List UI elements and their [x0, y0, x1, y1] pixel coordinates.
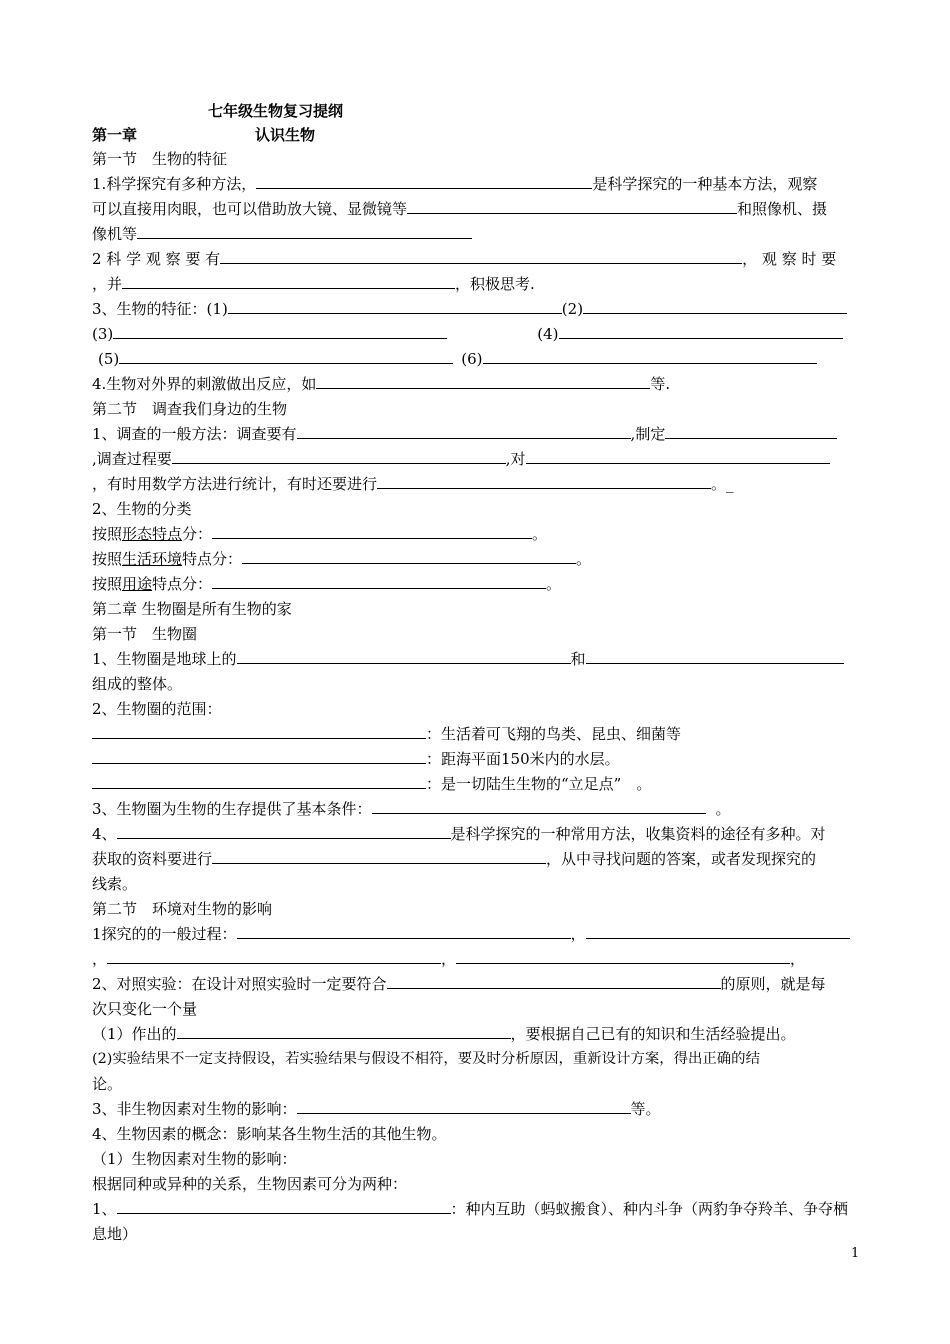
text-line: ，并 ，积极思考.	[92, 272, 860, 297]
fill-blank[interactable]	[665, 422, 837, 439]
section-heading: 第一节 生物的特征	[92, 150, 228, 168]
text-line: (5) (6)	[92, 347, 860, 372]
fill-blank[interactable]	[256, 172, 592, 189]
fill-blank[interactable]	[122, 272, 455, 289]
fill-blank[interactable]	[586, 922, 850, 939]
text-line: 1探究的的一般过程： ，	[92, 922, 860, 947]
text-line: 2、生物的分类	[92, 500, 192, 518]
fill-blank[interactable]	[107, 947, 441, 964]
text-line: 1、 ：种内互助（蚂蚁搬食）、种内斗争（两豹争夺羚羊、争夺栖	[92, 1197, 860, 1222]
text-line: 息地）	[92, 1225, 138, 1243]
section-heading: 第二节 调查我们身边的生物	[92, 400, 288, 418]
text-line: 4、 是科学探究的一种常用方法，收集资料的途径有多种。对	[92, 822, 860, 847]
text-line: 4、生物因素的概念：影响某各生物生活的其他生物。	[92, 1125, 447, 1143]
text-line: 像机等	[92, 222, 860, 247]
text-line: ,调查过程要 ,对	[92, 447, 860, 472]
fill-blank[interactable]	[237, 922, 571, 939]
text-line: 3、生物的特征：(1) (2)	[92, 297, 860, 322]
fill-blank[interactable]	[237, 647, 571, 664]
text-line: 获取的资料要进行 ，从中寻找问题的答案，或者发现探究的	[92, 847, 860, 872]
fill-blank[interactable]	[387, 972, 721, 989]
fill-blank[interactable]	[119, 347, 453, 364]
fill-blank[interactable]	[456, 947, 790, 964]
classification-line: 按照用途特点分： 。	[92, 572, 860, 597]
text-line: 2、对照实验：在设计对照实验时一定要符合 的原则，就是每	[92, 972, 860, 997]
fill-blank[interactable]	[172, 447, 506, 464]
text-line: 1.科学探究有多种方法， 是科学探究的一种基本方法，观察	[92, 172, 860, 197]
chapter-2-heading: 第二章 生物圈是所有生物的家	[92, 600, 292, 618]
fill-blank[interactable]	[377, 472, 711, 489]
fill-blank[interactable]	[372, 797, 706, 814]
text-line: 3、生物圈为生物的生存提供了基本条件： 。	[92, 797, 860, 822]
section-heading: 第一节 生物圈	[92, 625, 198, 643]
range-line: ：生活着可飞翔的鸟类、昆虫、细菌等	[92, 722, 860, 747]
text-line: ， ， ，	[92, 947, 860, 972]
text-line: 1、调查的一般方法：调查要有 ,制定	[92, 422, 860, 447]
text-line: 2、生物圈的范围：	[92, 700, 222, 718]
range-line: ：距海平面150米内的水层。	[92, 747, 860, 772]
text-line: （1）作出的 ，要根据自己已有的知识和生活经验提出。	[92, 1022, 860, 1047]
chapter-label: 第一章	[92, 126, 138, 144]
text-line: (2)实验结果不一定支持假设，若实验结果与假设不相符，要及时分析原因，重新设计方案，得出正确的结	[92, 1051, 760, 1067]
chapter-name: 认识生物	[255, 126, 316, 144]
fill-blank[interactable]	[113, 322, 447, 339]
fill-blank[interactable]	[483, 347, 817, 364]
text-line: 2 科 学 观 察 要 有 ， 观 察 时 要	[92, 247, 860, 272]
classification-line: 按照生活环境特点分： 。	[92, 547, 860, 572]
text-line: 论。	[92, 1075, 123, 1093]
fill-blank[interactable]	[212, 572, 546, 589]
fill-blank[interactable]	[117, 1197, 451, 1214]
fill-blank[interactable]	[242, 547, 576, 564]
text-line: 可以直接用肉眼，也可以借助放大镜、显微镜等 和照像机、摄	[92, 197, 860, 222]
page-title: 七年级生物复习提纲	[208, 102, 344, 120]
fill-blank[interactable]	[316, 372, 650, 389]
fill-blank[interactable]	[297, 422, 631, 439]
text-line: 根据同种或异种的关系，生物因素可分为两种：	[92, 1175, 408, 1193]
fill-blank[interactable]	[117, 822, 451, 839]
fill-blank[interactable]	[586, 647, 844, 664]
page-number: 1	[851, 1246, 860, 1261]
fill-blank[interactable]	[583, 297, 847, 314]
chapter-1-heading	[92, 123, 860, 148]
fill-blank[interactable]	[220, 247, 742, 264]
fill-blank[interactable]	[228, 297, 562, 314]
fill-blank[interactable]	[177, 1022, 511, 1039]
fill-blank[interactable]	[526, 447, 830, 464]
text-line: (3) (4)	[92, 322, 860, 347]
text-line: （1）生物因素对生物的影响：	[92, 1150, 297, 1168]
text-line: 次只变化一个量	[92, 1000, 198, 1018]
fill-blank[interactable]	[212, 522, 532, 539]
fill-blank[interactable]	[212, 847, 546, 864]
range-line: ：是一切陆生生物的“立足点” 。	[92, 772, 860, 797]
text-line: 线索。	[92, 875, 138, 893]
section-heading: 第二节 环境对生物的影响	[92, 900, 273, 918]
fill-blank[interactable]	[407, 197, 737, 214]
classification-line: 按照形态特点分： 。	[92, 522, 860, 547]
fill-blank[interactable]	[92, 722, 426, 739]
text-line: 4.生物对外界的刺激做出反应，如 等.	[92, 372, 860, 397]
text-line: 3、非生物因素对生物的影响： 等。	[92, 1097, 860, 1122]
text-line: ，有时用数学方法进行统计，有时还要进行 。_	[92, 472, 860, 497]
fill-blank[interactable]	[92, 747, 426, 764]
fill-blank[interactable]	[559, 322, 843, 339]
fill-blank[interactable]	[137, 222, 472, 239]
fill-blank[interactable]	[92, 772, 426, 789]
text-line: 组成的整体。	[92, 675, 183, 693]
fill-blank[interactable]	[297, 1097, 631, 1114]
text-line: 1、生物圈是地球上的 和	[92, 647, 860, 672]
